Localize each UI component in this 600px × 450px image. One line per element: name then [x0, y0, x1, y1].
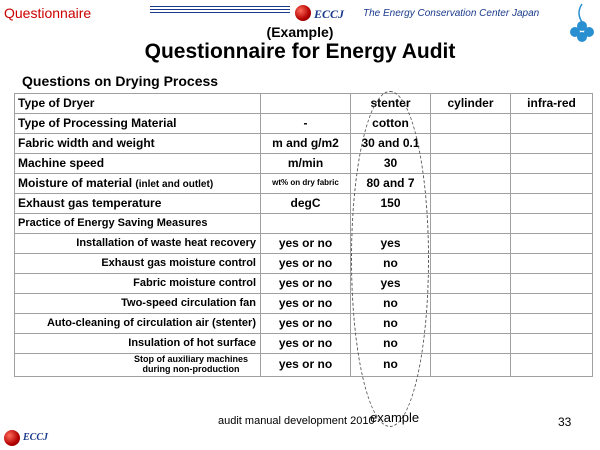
slide-title: Questionnaire for Energy Audit [144, 40, 456, 63]
col-header-infrared: infra-red [511, 94, 593, 114]
row-item: Fabric width and weight [15, 134, 261, 154]
row-unit: yes or no [261, 254, 351, 274]
row-item [15, 354, 261, 377]
row-item: Insulation of hot surface [15, 334, 261, 354]
table-row [15, 294, 593, 314]
table-row [15, 174, 593, 194]
cylinder-value [431, 354, 511, 377]
row-item: Two-speed circulation fan [15, 294, 261, 314]
infrared-value [511, 174, 593, 194]
cylinder-value [431, 274, 511, 294]
row-item: Fabric moisture control [15, 274, 261, 294]
row-item-label: Stop of auxiliary machines during non-production [133, 354, 249, 374]
table-row [15, 194, 593, 214]
slide-subtitle: (Example) [266, 24, 334, 40]
table-row [15, 274, 593, 294]
row-item-label: Moisture of material [18, 175, 133, 190]
row-unit: yes or no [261, 334, 351, 354]
stenter-value [351, 214, 431, 234]
row-item: Exhaust gas temperature [15, 194, 261, 214]
row-unit: m and g/m2 [261, 134, 351, 154]
questionnaire-table [14, 93, 593, 377]
infrared-value [511, 254, 593, 274]
row-item: Exhaust gas moisture control [15, 254, 261, 274]
row-item-note: (inlet and outlet) [135, 178, 214, 190]
eccj-globe-icon [295, 5, 311, 21]
stenter-value: yes [351, 234, 431, 254]
table-row [15, 314, 593, 334]
table-row [15, 334, 593, 354]
header-logo-text: ECCJ [314, 7, 345, 21]
stenter-value: no [351, 314, 431, 334]
col-header-cylinder: cylinder [431, 94, 511, 114]
infrared-value [511, 294, 593, 314]
footer-globe-icon [4, 430, 20, 446]
row-item: Machine speed [15, 154, 261, 174]
row-unit [261, 214, 351, 234]
stenter-value: 30 and 0.1 [351, 134, 431, 154]
infrared-value [511, 334, 593, 354]
row-unit: yes or no [261, 234, 351, 254]
row-unit [261, 174, 351, 194]
cylinder-value [431, 114, 511, 134]
cylinder-value [431, 134, 511, 154]
infrared-value [511, 214, 593, 234]
infrared-value [511, 354, 593, 377]
header-rule [150, 6, 290, 17]
stenter-value: cotton [351, 114, 431, 134]
stenter-value: 30 [351, 154, 431, 174]
row-unit: m/min [261, 154, 351, 174]
section-heading: Questions on Drying Process [22, 73, 219, 89]
cylinder-value [431, 254, 511, 274]
infrared-value [511, 194, 593, 214]
example-label: example [370, 410, 420, 425]
row-item [15, 174, 261, 194]
row-unit: degC [261, 194, 351, 214]
cylinder-value [431, 194, 511, 214]
stenter-value: no [351, 354, 431, 377]
table-row [15, 154, 593, 174]
col-header-stenter: stenter [351, 94, 431, 114]
infrared-value [511, 134, 593, 154]
infrared-value [511, 114, 593, 134]
row-unit: yes or no [261, 274, 351, 294]
infrared-value [511, 154, 593, 174]
infrared-value [511, 234, 593, 254]
infrared-value [511, 314, 593, 334]
table-row [15, 114, 593, 134]
row-item: Type of Processing Material [15, 114, 261, 134]
row-unit: yes or no [261, 314, 351, 334]
row-item: Installation of waste heat recovery [15, 234, 261, 254]
cylinder-value [431, 234, 511, 254]
row-item: Auto-cleaning of circulation air (stenter) [15, 314, 261, 334]
row-item: Practice of Energy Saving Measures [15, 214, 261, 234]
stenter-value: no [351, 254, 431, 274]
table-row [15, 134, 593, 154]
table-row [15, 254, 593, 274]
stenter-value: 80 and 7 [351, 174, 431, 194]
cylinder-value [431, 154, 511, 174]
row-unit: - [261, 114, 351, 134]
table-row [15, 214, 593, 234]
cylinder-value [431, 334, 511, 354]
footer-logo-text: ECCJ [23, 432, 49, 443]
stenter-value: no [351, 294, 431, 314]
cylinder-value [431, 294, 511, 314]
row-unit: yes or no [261, 354, 351, 377]
row-unit: yes or no [261, 294, 351, 314]
table-row [15, 354, 593, 377]
section-label: Questionnaire [4, 5, 92, 21]
footer-text: audit manual development 2010 [218, 415, 375, 427]
organization-name: The Energy Conservation Center Japan [363, 8, 540, 19]
table-row [15, 94, 593, 114]
table-row [15, 234, 593, 254]
stenter-value: 150 [351, 194, 431, 214]
cylinder-value [431, 314, 511, 334]
row-item: Type of Dryer [15, 94, 261, 114]
stenter-value: yes [351, 274, 431, 294]
page-number: 33 [558, 415, 572, 429]
row-unit-label: wt% on dry fabric [272, 178, 339, 188]
infrared-value [511, 274, 593, 294]
cylinder-value [431, 174, 511, 194]
stenter-value: no [351, 334, 431, 354]
cylinder-value [431, 214, 511, 234]
row-unit [261, 94, 351, 114]
